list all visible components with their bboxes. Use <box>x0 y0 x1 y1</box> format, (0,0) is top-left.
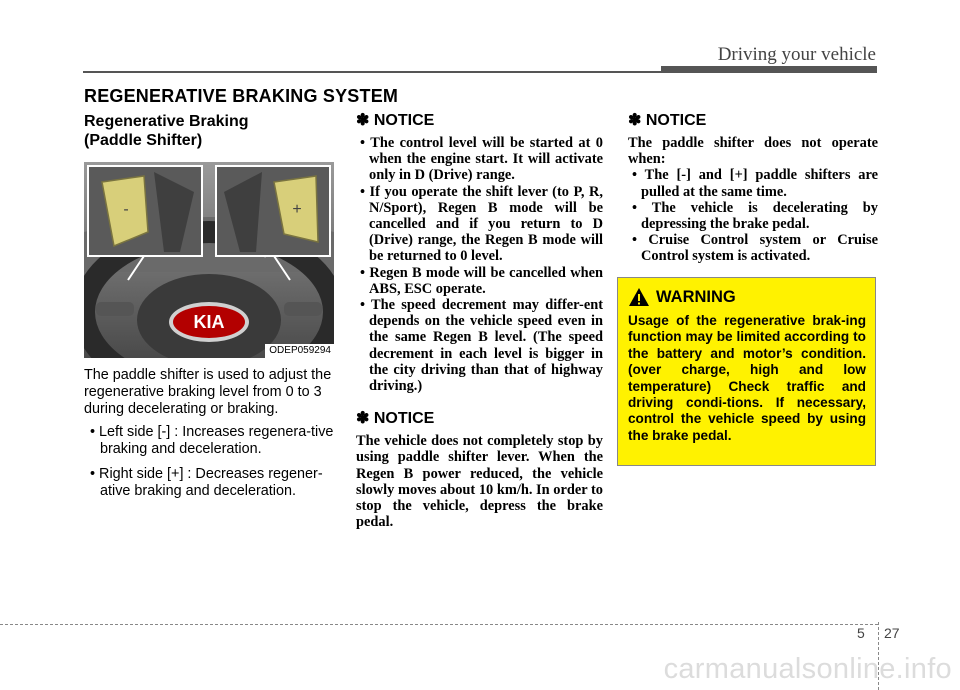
notice-1 <box>356 112 603 394</box>
subheading-line-1: Regenerative Braking <box>84 113 249 130</box>
notice-2-text: The vehicle does not completely stop by using paddle shifter lever. When the Regen B power reduced, the vehicle slowly moves about 10 km/h. In order to stop the vehicle, depress the brake pedal. <box>356 433 603 531</box>
column-3 <box>628 112 878 265</box>
list-item: • Cruise Control system or Cruise Control system is activated. <box>628 232 878 264</box>
notice-3-intro: The paddle shifter does not operate when: <box>628 135 878 168</box>
paddle-shifter-figure <box>84 162 334 358</box>
list-item: • The control level will be started at 0 when the engine start. It will activate only in D (Drive) range. <box>356 135 603 184</box>
warning-box <box>617 277 876 466</box>
list-item: • Regen B mode will be cancelled when ABS, ESC operate. <box>356 265 603 297</box>
steering-wheel-illustration <box>84 162 334 358</box>
list-item: • Right side [+] : Decreases regener-ative braking and deceleration. <box>84 466 334 500</box>
notice-1-list <box>356 135 603 394</box>
header-rule-thick <box>661 66 877 73</box>
chapter-number: 5 <box>857 625 865 641</box>
intro-paragraph: The paddle shifter is used to adjust the regenerative braking level from 0 to 3 during decelerating or braking. <box>84 367 332 417</box>
notice-heading <box>356 112 603 130</box>
notice-star-icon: ✽ <box>356 410 370 428</box>
notice-heading <box>628 112 878 130</box>
header-rule-thin <box>83 71 661 73</box>
column-1 <box>84 112 334 508</box>
notice-heading-text: NOTICE <box>645 112 707 129</box>
section-title: REGENERATIVE BRAKING SYSTEM <box>84 86 399 106</box>
notice-heading-text: NOTICE <box>373 410 435 428</box>
warning-heading <box>628 287 866 307</box>
notice-star-icon: ✽ <box>356 112 370 129</box>
notice-3-list <box>628 167 878 264</box>
list-item: • The [-] and [+] paddle shifters are pulled at the same time. <box>628 167 878 199</box>
warning-heading-text: WARNING <box>656 287 736 306</box>
notice-star-icon: ✽ <box>628 112 642 129</box>
notice-heading-text: NOTICE <box>373 112 435 129</box>
notice-heading <box>356 410 603 428</box>
page-number: 27 <box>884 625 900 641</box>
column-2 <box>356 112 603 530</box>
warning-triangle-icon <box>628 287 650 307</box>
subheading <box>84 112 334 150</box>
header-title: Driving your vehicle <box>717 44 876 65</box>
svg-text:+: + <box>292 201 302 218</box>
subheading-line-2: (Paddle Shifter) <box>84 132 203 149</box>
list-item: • If you operate the shift lever (to P, R, N/Sport), Regen B mode will be cancelled and if you return to D (Drive) range, the Regen B mode will be returned to 0 level. <box>356 184 603 265</box>
list-item: • The vehicle is decelerating by depressing the brake pedal. <box>628 200 878 232</box>
watermark: carmanualsonline.info <box>663 653 952 685</box>
notice-2 <box>356 410 603 530</box>
warning-text: Usage of the regenerative brak-ing function may be limited according to the battery and motor’s condition. (over charge, high and low temperature) Check traffic and driving condi-tions. If necessary, control the vehicle speed by using the brake pedal. <box>628 313 866 443</box>
footer-rule <box>0 624 878 625</box>
list-item: • The speed decrement may differ-ent depends on the vehicle speed even in the same Regen B level. (The speed decrement in each level is bigger in the city driving than that of highway driving.) <box>356 297 603 394</box>
paddle-bullets <box>84 424 334 500</box>
list-item: • Left side [-] : Increases regenera-tive braking and deceleration. <box>84 424 334 458</box>
figure-label: ODEP059294 <box>265 344 334 358</box>
svg-text:KIA: KIA <box>193 312 225 332</box>
svg-text:-: - <box>123 201 129 218</box>
